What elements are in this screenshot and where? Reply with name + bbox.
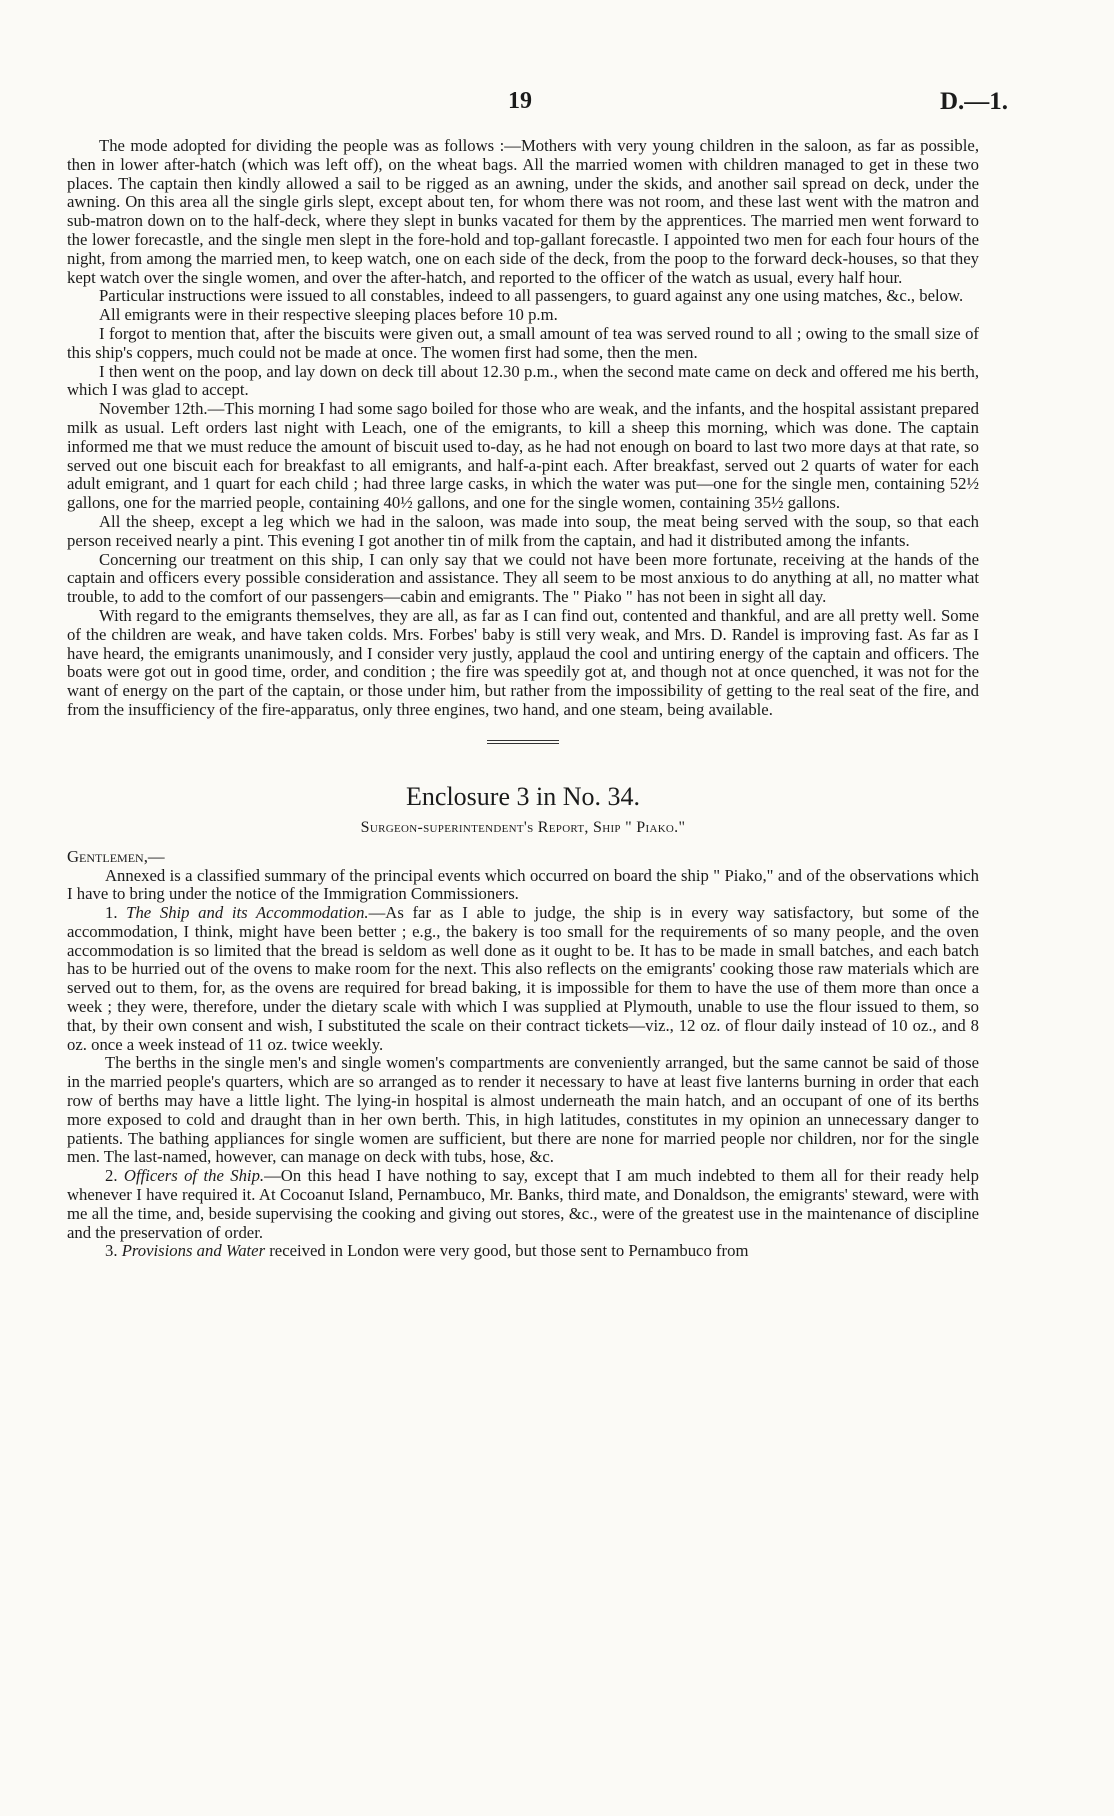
item-number: 2. <box>105 1166 118 1186</box>
paragraph: November 12th.—This morning I had some sago boiled for those who are weak, and the infants, and the hospital assistant prepared milk as usual. Left orders last night with Leach, one of the emigrants, to kill a sheep this morning, which was done. The captain informed me that we must reduce the amount of biscuit used to-day, as he had not enough on board to last two more days at that rate, so served out one biscuit each for breakfast to all emigrants, and half-a-pint each. After breakfast, served out 2 quarts of water for each adult emigrant, and 1 quart for each child ; had three large casks, in which the water was put—one for the single men, containing 52½ gallons, one for the married people, containing 40½ gallons, and one for the single women, containing 35½ gallons. <box>67 399 979 513</box>
document-reference: D.—1. <box>939 88 1008 115</box>
paragraph: I forgot to mention that, after the biscuits were given out, a small amount of tea was served round to all ; owing to the small size of this ship's coppers, much could not be made at once. The women first had some, then the men. <box>67 323 979 362</box>
report-item-3 <box>67 1242 979 1261</box>
page-number: 19 <box>508 88 532 114</box>
item-text: —As far as I able to judge, the ship is in every way satisfactory, but some of the accommodation, I think, might have been better ; e.g., the bakery is too small for the requirements of so many people, and the oven accommodation is so limited that the bread is seldom as well done as it ought to be. It has to be made in small batches, and each batch has to be hurried out of the ovens to make room for the next. This also reflects on the emigrants' cooking those raw materials which are served out to them, for, as the ovens are required for bread baking, it is impossible for them to have the use of them more than once a week ; they were, therefore, under the dietary scale with which I was supplied at Plymouth, unable to use the flour issued to them, so that, by their own consent and wish, I substituted the scale on their contract tickets—viz., 12 oz. of flour daily instead of 10 oz., and 8 oz. once a week instead of 11 oz. twice weekly. <box>67 903 980 1054</box>
report-item-1 <box>67 904 979 1054</box>
enclosure-title: Enclosure 3 in No. 34. <box>406 781 640 811</box>
item-text: received in London were very good, but those sent to Pernambuco from <box>265 1241 749 1261</box>
document-body <box>67 137 979 1261</box>
paragraph: The berths in the single men's and single women's compartments are conveniently arranged, but the same cannot be said of those in the married people's quarters, which are so arranged as to render it necessary to have at least five lanterns burning in order that each row of berths may have a little light. The lying-in hospital is almost underneath the main hatch, and an occupant of one of its berths more exposed to cold and draught than in her own berth. This, in high latitudes, constitutes in my opinion an unnecessary danger to patients. The bathing appliances for single women are sufficient, but there are none for married people nor children, nor for the single men. The last-named, however, can manage on deck with tubs, hose, &c. <box>67 1053 979 1167</box>
paragraph: The mode adopted for dividing the people was as follows :—Mothers with very young children in the saloon, as far as possible, then in lower after-hatch (which was left off), on the wheat bags. All the married women with children managed to get in these two places. The captain then kindly allowed a sail to be rigged as an awning, under the skids, and another sail spread on deck, under the awning. On this area all the single girls slept, except about ten, for whom there was not room, and these last went with the matron and sub-matron down on to the half-deck, where they slept in bunks vacated for them by the apprentices. The married men went forward to the lower forecastle, and the single men slept in the fore-hold and top-gallant forecastle. I appointed two men for each four hours of the night, from among the married men, to keep watch, one on each side of the deck, from the poop to the forward deck-houses, so that they kept watch over the single women, and over the after-hatch, and reported to the officer of the watch as usual, every half hour. <box>67 136 979 287</box>
paragraph: Concerning our treatment on this ship, I can only say that we could not have been more fortunate, receiving at the hands of the captain and officers every possible consideration and assistance. They all seem to be most anxious to do anything at all, no matter what trouble, to add to the comfort of our passengers—cabin and emigrants. The " Piako " has not been in sight all day. <box>67 549 979 607</box>
item-heading: The Ship and its Accommodation. <box>126 903 369 923</box>
enclosure-subtitle: Surgeon-superintendent's Report, Ship " Piako." <box>360 818 686 836</box>
paragraph: Particular instructions were issued to all constables, indeed to all passengers, to guard against any one using matches, &c., below. <box>99 286 964 306</box>
item-text: —On this head I have nothing to say, except that I am much indebted to them all for their ready help whenever I have required it. At Cocoanut Island, Pernambuco, Mr. Banks, third mate, and Donaldson, the emigrants' steward, were with me all the time, and, beside supervising the cooking and giving out stores, &c., were of the greatest use in the maintenance of discipline and the preservation of order. <box>67 1166 980 1242</box>
item-heading: Officers of the Ship. <box>123 1166 265 1186</box>
report-item-2 <box>67 1167 979 1242</box>
item-number: 1. <box>105 903 118 923</box>
item-number: 3. <box>105 1241 118 1261</box>
paragraph: I then went on the poop, and lay down on deck till about 12.30 p.m., when the second mate came on deck and offered me his berth, which I was glad to accept. <box>67 361 979 400</box>
report-intro: Annexed is a classified summary of the principal events which occurred on board the ship " Piako," and of the observations which I have to bring under the notice of the Immigration Commissioners. <box>67 865 979 904</box>
section-divider <box>487 740 559 744</box>
salutation: Gentlemen,— <box>67 846 165 866</box>
paragraph: With regard to the emigrants themselves, they are all, as far as I can find out, contented and thankful, and are all pretty well. Some of the children are weak, and have taken colds. Mrs. Forbes' baby is still very weak, and Mrs. D. Randel is improving fast. As far as I have heard, the emigrants unanimously, and I consider very justly, applaud the cool and untiring energy of the captain and officers. The boats were got out in good time, order, and condition ; the fire was speedily got at, and though not at once quenched, it was not for the want of energy on the part of the captain, or those under him, but rather from the impossibility of getting to the real seat of the fire, and from the insufficiency of the fire-apparatus, only three engines, two hand, and one steam, being available. <box>67 605 979 719</box>
item-heading: Provisions and Water <box>121 1241 266 1261</box>
paragraph: All the sheep, except a leg which we had in the saloon, was made into soup, the meat being served with the soup, so that each person received nearly a pint. This evening I got another tin of milk from the captain, and had it distributed among the infants. <box>67 511 979 550</box>
paragraph: All emigrants were in their respective sleeping places before 10 p.m. <box>99 305 558 325</box>
